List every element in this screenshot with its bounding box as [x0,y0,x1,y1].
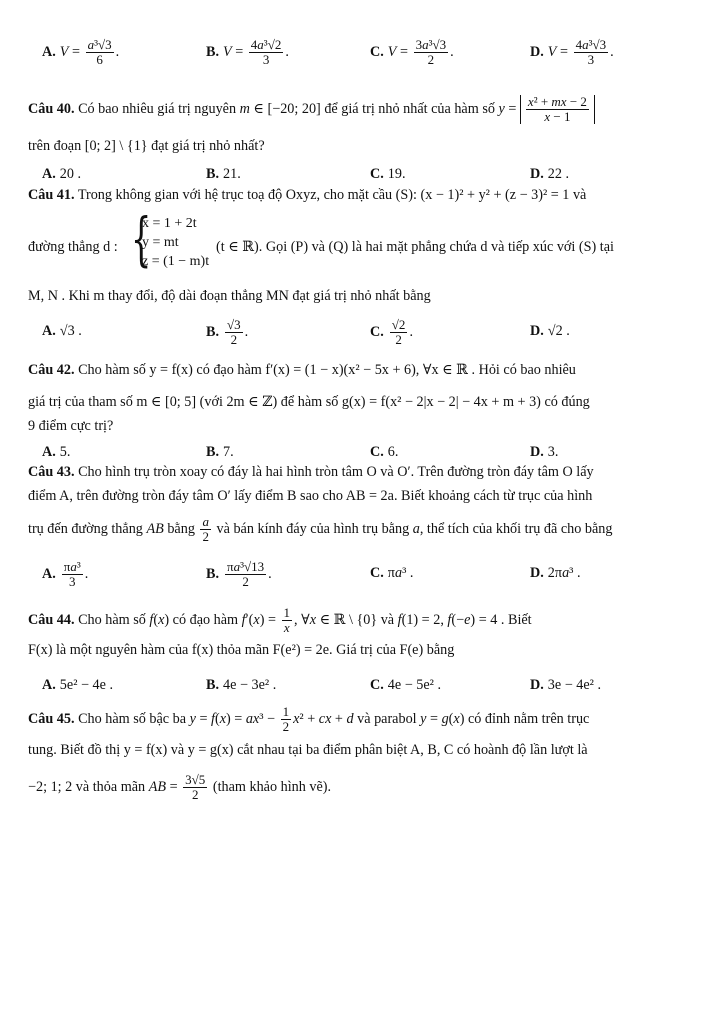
q44-label: Câu 44. [28,611,75,628]
q43-line-2: điểm A, trên đường tròn đáy tâm O′ lấy điểm B sao cho AB = 2a. Biết khoảng cách từ trục của hình [28,488,593,504]
q44-option-b: B. 4e − 3e² . [206,677,277,693]
q42-line-1: Câu 42. Cho hàm số y = f(x) có đạo hàm f′(x) = (1 − x)(x² − 5x + 6), ∀x ∈ ℝ . Hỏi có bao nhiêu [28,362,576,378]
q43-label: Câu 43. [28,464,75,480]
q40-label: Câu 40. [28,100,75,117]
q43-option-d: D. 2πa³ . [530,565,581,581]
q40-option-d: D. 22 . [530,166,570,182]
q39-option-c: C. V = $\frac{\text{3a³√3}}{2}$ . [370,37,454,67]
q41-option-d: D. √2 . [530,323,570,339]
q44-option-d: D. 3e − 4e² . [530,677,602,693]
q41-line-3: M, N . Khi m thay đổi, độ dài đoạn thẳng MN đạt giá trị nhỏ nhất bằng [28,288,431,304]
line-system: x = 1 + 2t y = mt z = (1 − m)t [142,216,210,269]
q41-line-2a: đường thẳng d : [28,239,118,255]
q40-option-c: C. 19. [370,166,406,182]
q42-option-c: C. 6. [370,444,399,460]
q41-option-b: B. $\frac{√3}{2}$ . [206,317,249,347]
q40-line-2: trên đoạn [0; 2] \ {1} đạt giá trị nhỏ nhất? [28,138,265,154]
q44-option-a: A. 5e² − 4e . [42,677,114,693]
q39-option-d: D. V = $\frac{\text{4a³√3}}{3}$ . [530,37,614,67]
system-brace: { [131,205,152,273]
q43-line-1: Câu 43. Cho hình trụ tròn xoay có đáy là hai hình tròn tâm O và O′. Trên đường tròn đáy tâm O lấy [28,464,594,480]
q41-label: Câu 41. [28,187,75,203]
q45-line-2: tung. Biết đồ thị y = f(x) và y = g(x) cắt nhau tại ba điểm phân biệt A, B, C có hoành độ lần lượt là [28,742,588,758]
q45-line-1: Câu 45. Cho hàm số bậc ba y = f(x) = ax³ − $\frac{1}{2}$ x² + cx + d và parabol y = g(x) có đỉnh nằm trên trục [28,704,590,734]
q43-option-c: C. πa³ . [370,565,414,581]
q40-option-b: B. 21. [206,166,241,182]
q40-line-1: Câu 40. Có bao nhiêu giá trị nguyên m ∈ [−20; 20] để giá trị nhỏ nhất của hàm số y = $\frac{\text{x² + mx − 2}}{x - 1}$ [28,95,595,124]
q43-option-a: A. $\frac{\text{πa³}}{3}$ . [42,559,89,589]
q45-line-3: −2; 1; 2 và thỏa mãn AB = $\frac{3√5}{2}$ (tham khảo hình vẽ). [28,772,332,802]
q42-option-a: A. 5. [42,444,71,460]
q41-line-2b: (t ∈ ℝ). Gọi (P) và (Q) là hai mặt phẳng chứa d và tiếp xúc với (S) tại [216,239,614,255]
q43-option-b: B. $\frac{\text{πa³√13}}{2}$ . [206,559,272,589]
q42-label: Câu 42. [28,362,75,378]
q40-option-a: A. 20 . [42,166,82,182]
q42-option-d: D. 3. [530,444,559,460]
q41-line-1: Câu 41. Trong không gian với hệ trục toạ độ Oxyz, cho mặt cầu (S): (x − 1)² + y² + (z − 3)² = 1 và [28,187,587,203]
q41-option-c: C. $\frac{√2}{2}$ . [370,317,413,347]
q43-line-3: trụ đến đường thẳng AB bằng $\frac{a}{2}$ và bán kính đáy của hình trụ bằng a, thể tích của khối trụ đã cho bằng [28,514,613,544]
q39-option-b: B. V = $\frac{\text{4a³√2}}{3}$ . [206,37,289,67]
q42-line-2: giá trị của tham số m ∈ [0; 5] (với 2m ∈ ℤ) để hàm số g(x) = f(x² − 2|x − 2| − 4x + m + 3) có đúng [28,394,590,410]
q44-option-c: C. 4e − 5e² . [370,677,442,693]
q42-line-3: 9 điểm cực trị? [28,418,114,434]
q39-option-a: A. V = $\frac{\text{a³√3}}{6}$ . [42,37,120,67]
q44-line-1: Câu 44. Cho hàm số f(x) có đạo hàm f′(x) = $\frac{1}{x}$ , ∀x ∈ ℝ \ {0} và f(1) = 2, f(−e) = 4 . Biết [28,605,532,635]
q42-option-b: B. 7. [206,444,234,460]
q45-label: Câu 45. [28,710,75,727]
q44-line-2: F(x) là một nguyên hàm của f(x) thỏa mãn F(e²) = 2e. Giá trị của F(e) bằng [28,642,455,658]
q41-option-a: A. √3 . [42,323,82,339]
